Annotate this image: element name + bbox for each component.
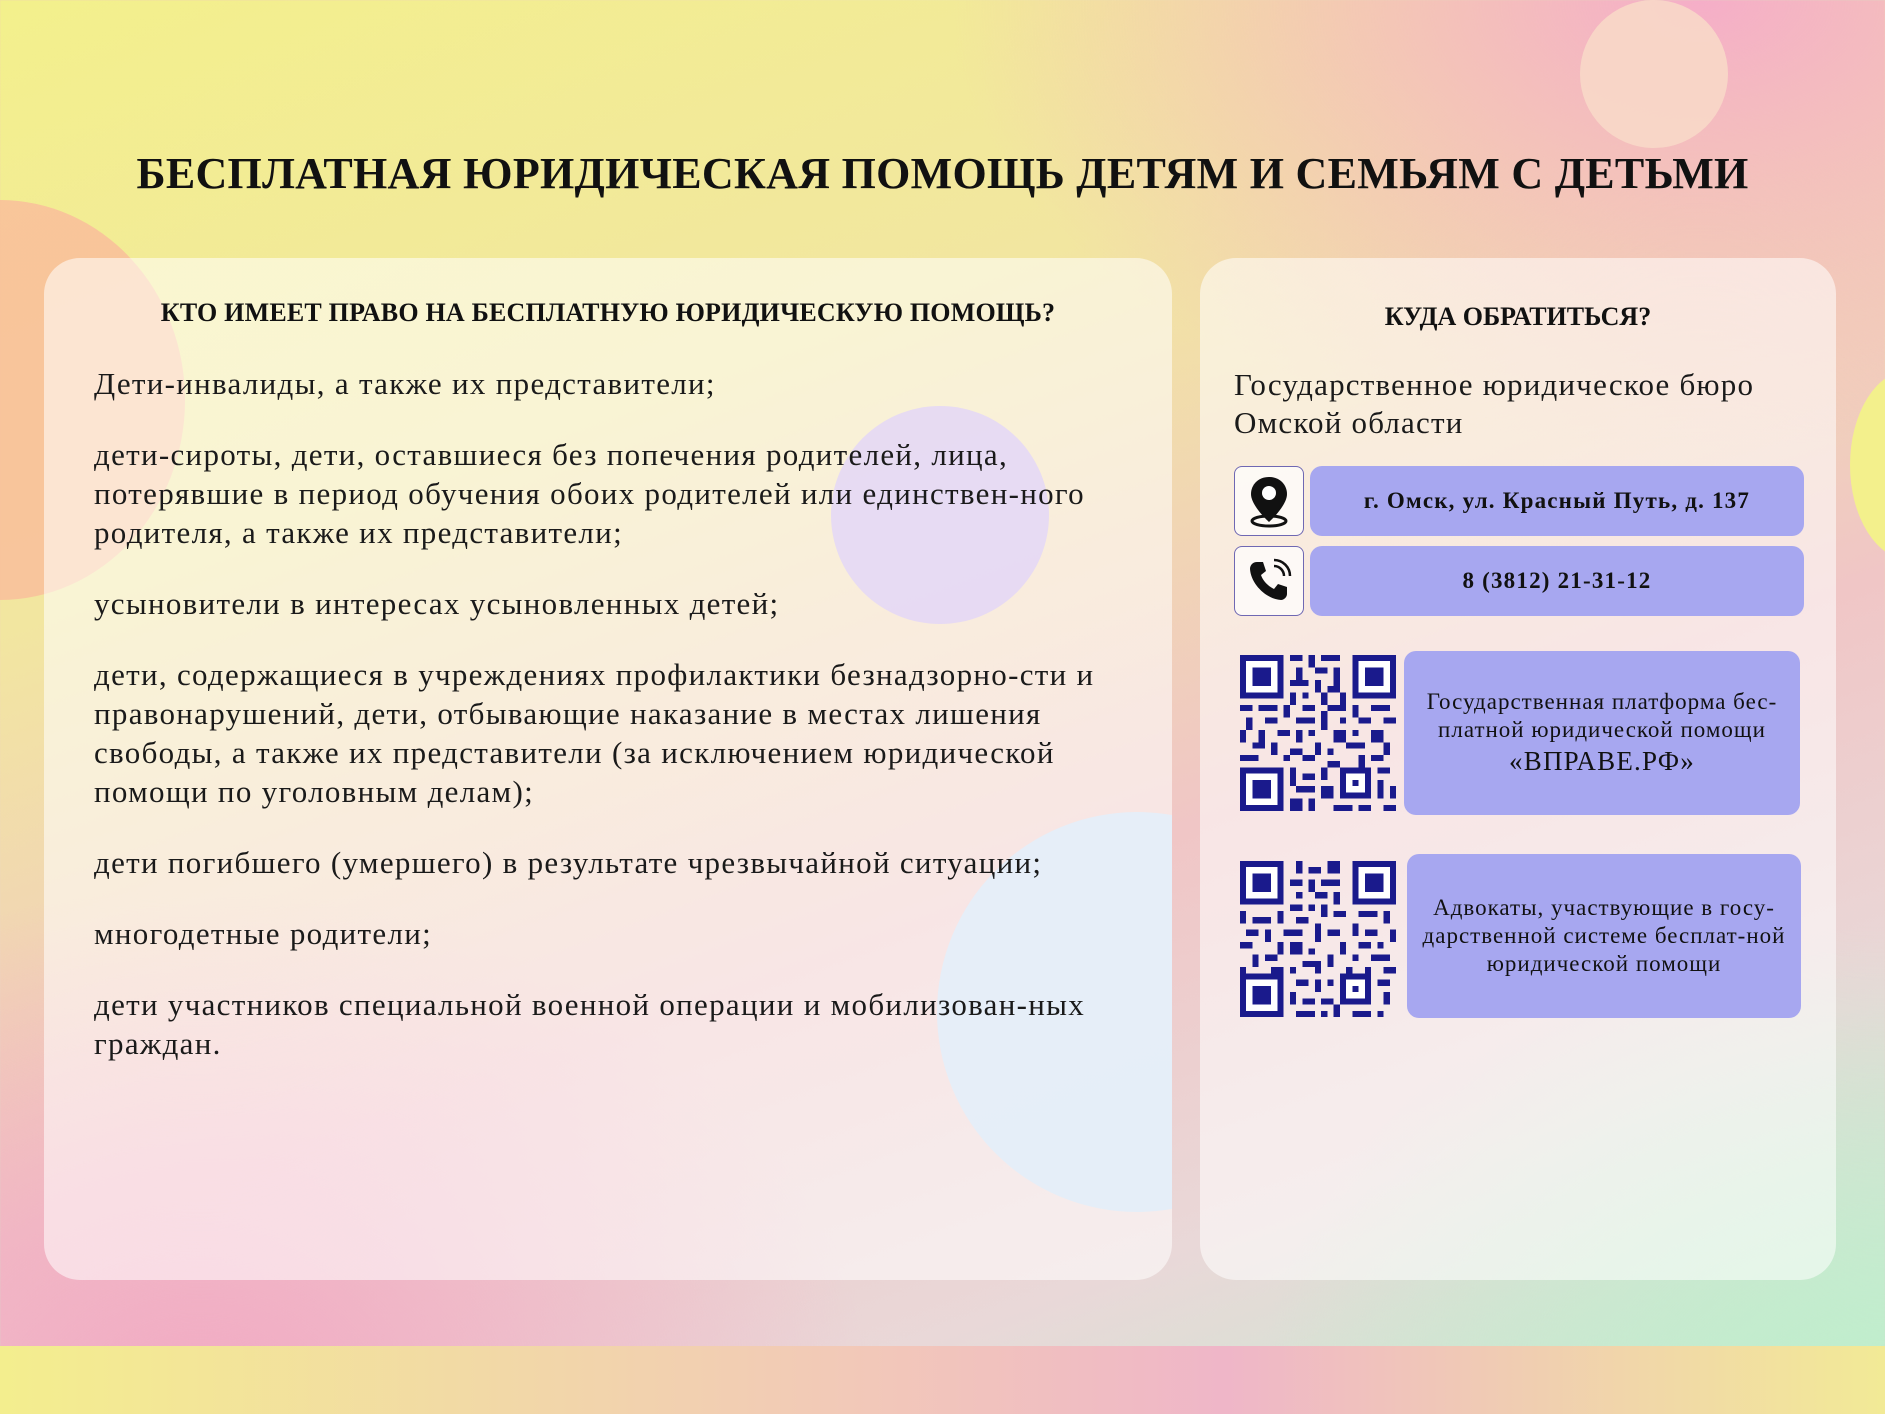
eligibility-list bbox=[94, 364, 1164, 1095]
list-item: многодетные родители; bbox=[94, 916, 433, 951]
phone-icon bbox=[1234, 546, 1304, 616]
lawyers-link[interactable]: Адвокаты, участвующие в госу-дарственной системе бесплат-ной юридической помощи bbox=[1407, 854, 1801, 1018]
list-item: Дети-инвалиды, а также их представители; bbox=[94, 366, 716, 401]
eligibility-panel bbox=[44, 258, 1172, 1280]
list-item: усыновители в интересах усыновленных детей; bbox=[94, 586, 780, 621]
eligibility-heading: КТО ИМЕЕТ ПРАВО НА БЕСПЛАТНУЮ ЮРИДИЧЕСКУЮ ПОМОЩЬ? bbox=[160, 298, 1056, 327]
list-item: дети-сироты, дети, оставшиеся без попечения родителей, лица, потерявшие в период обучения обоих родителей или единствен-ного родителя, а также их представители; bbox=[94, 437, 1085, 550]
qr-code-icon[interactable] bbox=[1240, 655, 1396, 811]
platform-description: Государственная платформа бес-платной юридической помощи bbox=[1426, 689, 1778, 742]
contacts-heading: КУДА ОБРАТИТЬСЯ? bbox=[1384, 302, 1652, 331]
contacts-panel bbox=[1200, 258, 1836, 1280]
list-item: дети, содержащиеся в учреждениях профилактики безнадзорно-сти и правонарушений, дети, отбывающие наказание в местах лишения свободы, а также их представители (за исключением юридической помощи по уголовным делам); bbox=[94, 657, 1095, 809]
platform-brand: «ВПРАВЕ.РФ» bbox=[1509, 746, 1695, 776]
phone-number[interactable]: 8 (3812) 21-31-12 bbox=[1310, 546, 1804, 616]
bottom-stripe bbox=[0, 1346, 1885, 1414]
decorative-circle bbox=[1580, 0, 1728, 148]
list-item: дети погибшего (умершего) в результате чрезвычайной ситуации; bbox=[94, 845, 1043, 880]
organization-name: Государственное юридическое бюро Омской области bbox=[1234, 367, 1755, 440]
location-pin-icon bbox=[1234, 466, 1304, 536]
list-item: дети участников специальной военной операции и мобилизован-ных граждан. bbox=[94, 987, 1086, 1061]
address-label: г. Омск, ул. Красный Путь, д. 137 bbox=[1310, 466, 1804, 536]
page-title: БЕСПЛАТНАЯ ЮРИДИЧЕСКАЯ ПОМОЩЬ ДЕТЯМ И СЕМЬЯМ С ДЕТЬМИ bbox=[136, 149, 1749, 198]
vprave-platform-link[interactable] bbox=[1404, 651, 1800, 815]
qr-code-icon[interactable] bbox=[1240, 861, 1396, 1017]
decorative-circle bbox=[1850, 370, 1885, 560]
